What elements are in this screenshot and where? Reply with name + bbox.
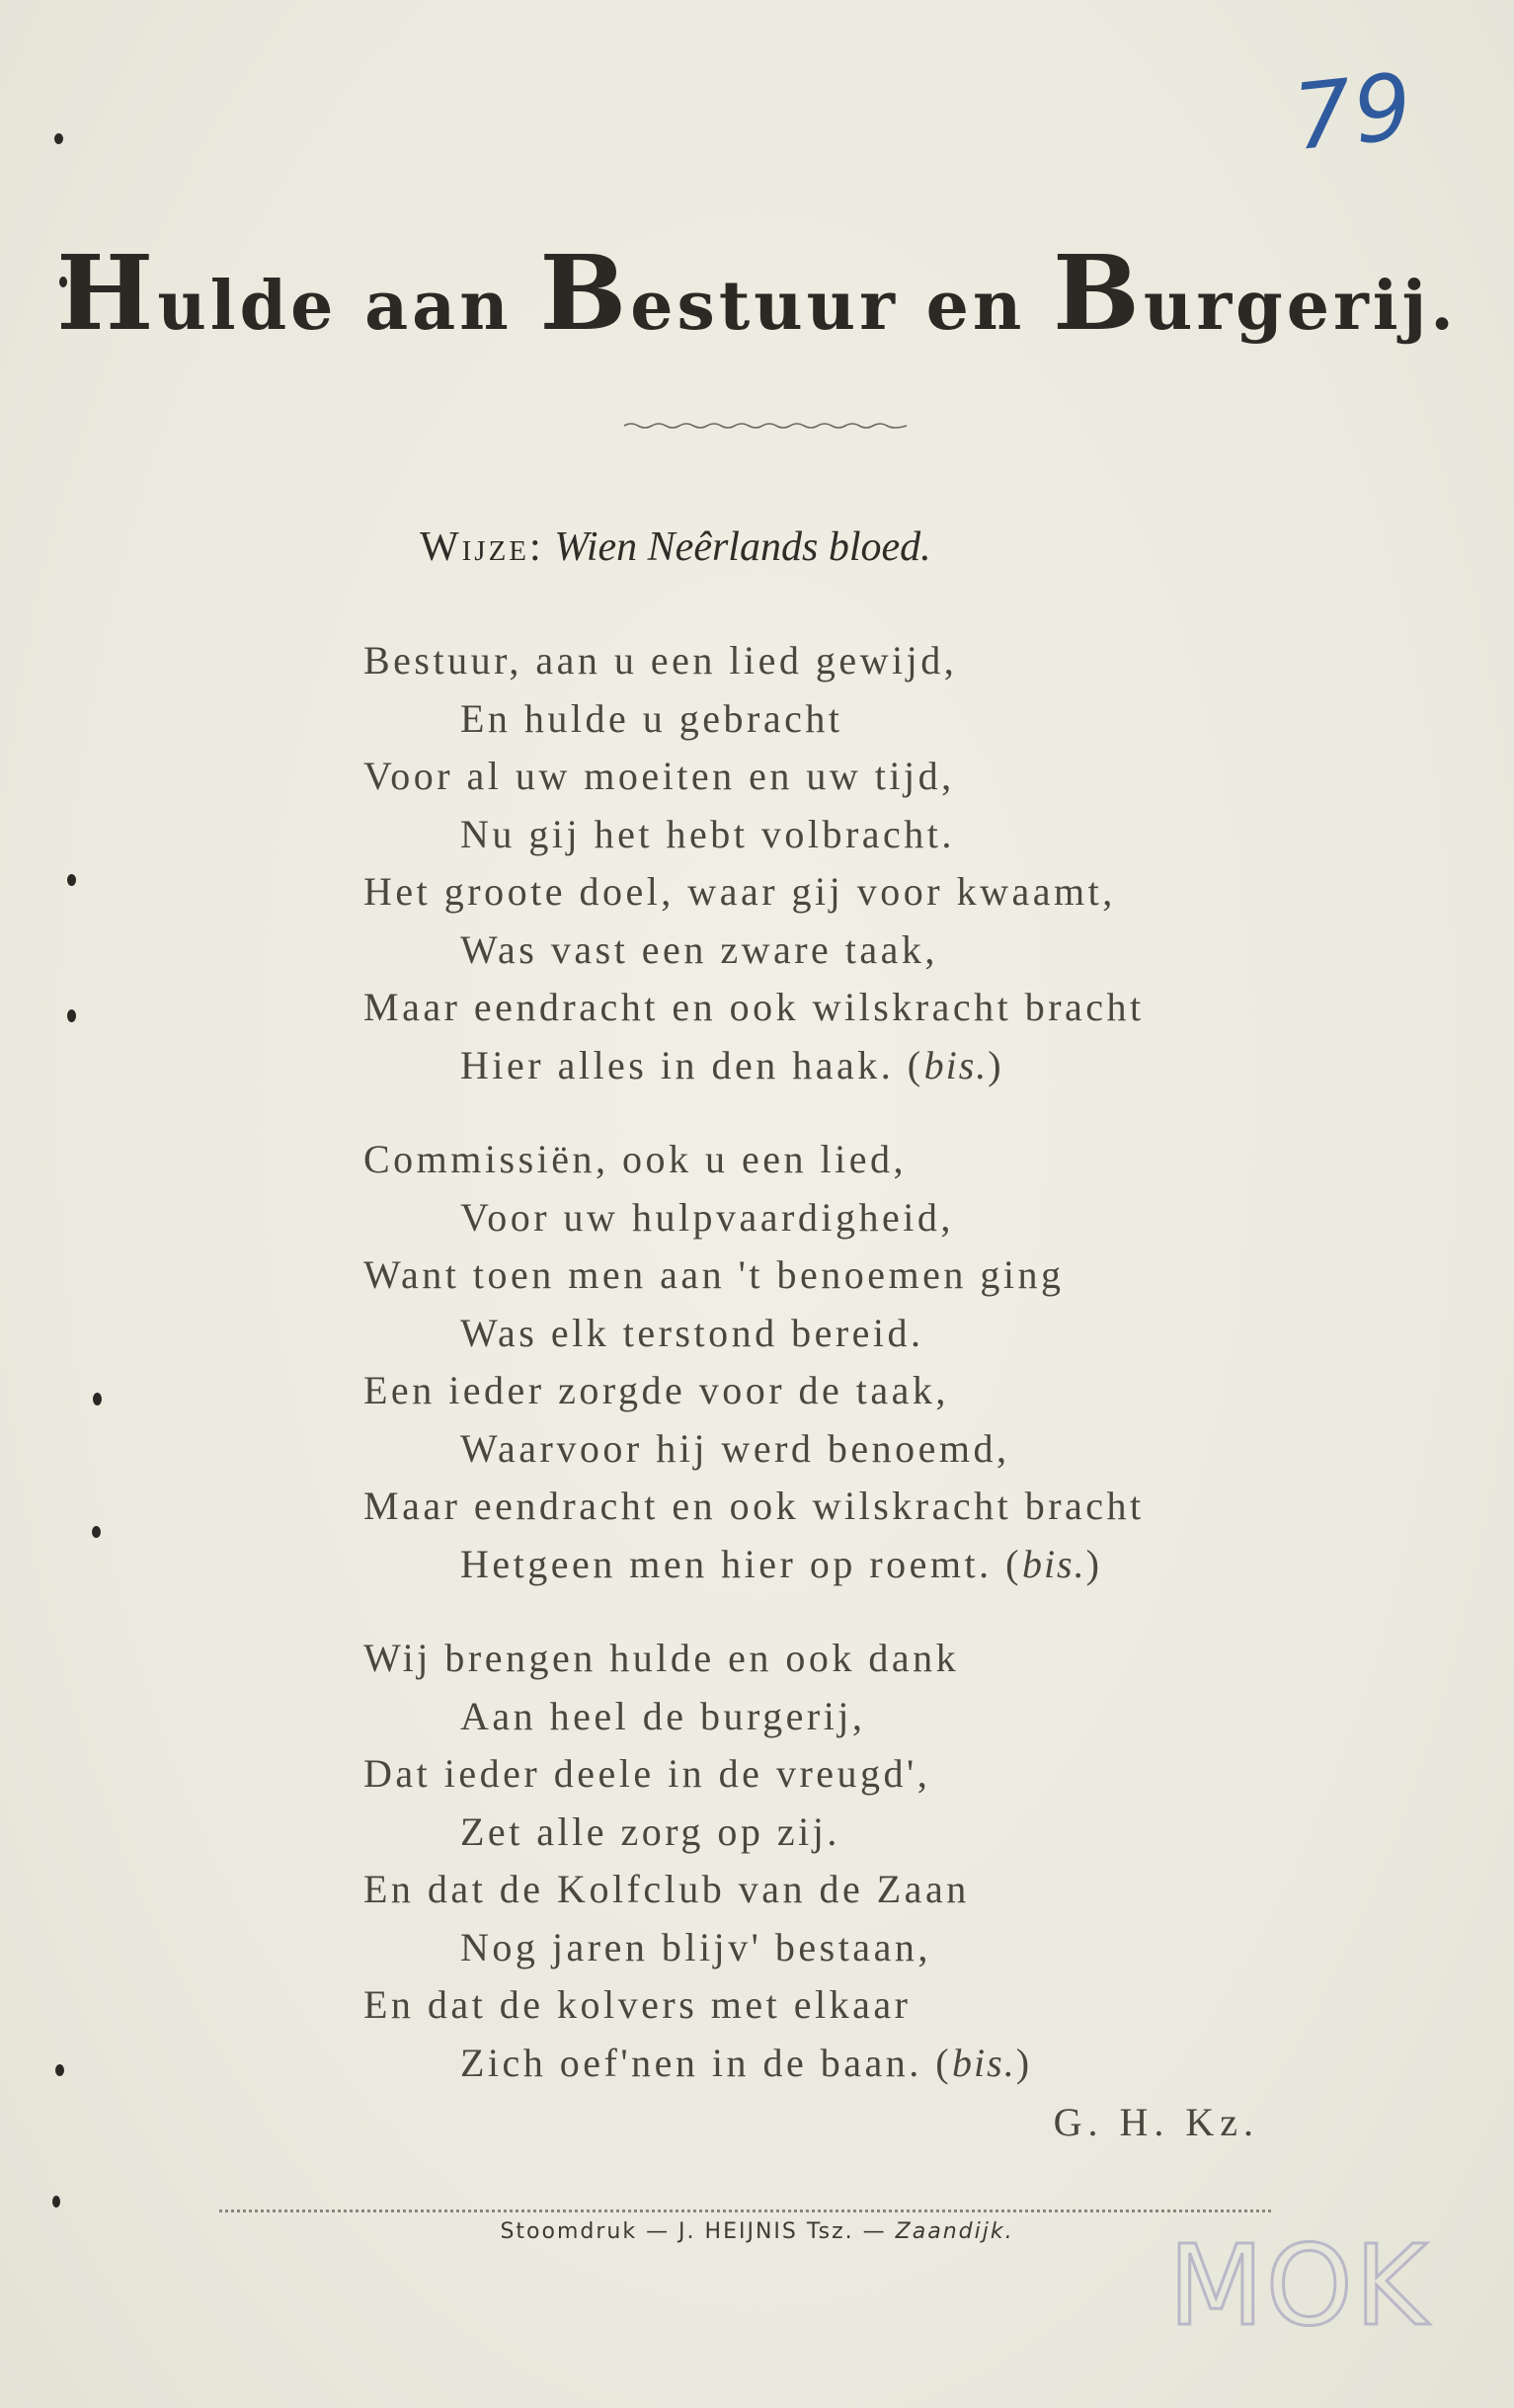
- binding-hole: [67, 1009, 76, 1022]
- imprint-text: Stoomdruk — J. HEIJNIS Tsz. —: [500, 2219, 887, 2244]
- tune-name: Wien Neêrlands bloed.: [554, 524, 931, 570]
- bis-mark: bis.: [952, 2040, 1016, 2085]
- verse-line: Hier alles in den haak. (bis.): [460, 1042, 1005, 1087]
- verse-line: Hetgeen men hier op roemt. (bis.): [460, 1541, 1103, 1586]
- verse-line: Voor al uw moeiten en uw tijd,: [363, 754, 955, 798]
- page-title: Hulde aan Bestuur en Burgerij.: [56, 232, 1458, 354]
- verse-line: Nog jaren blijv' bestaan,: [460, 1924, 931, 1969]
- tune-line: [420, 523, 931, 571]
- verse-line: Commissiën, ook u een lied,: [363, 1137, 908, 1181]
- svg-text:MOK: MOK: [1168, 2222, 1430, 2351]
- bis-mark: bis.: [923, 1042, 989, 1087]
- author-signature: G. H. Kz.: [1053, 2100, 1259, 2144]
- verse-line: Was vast een zware taak,: [460, 926, 938, 972]
- binding-hole: [54, 133, 63, 144]
- handwritten-page-number: 79: [1288, 52, 1419, 172]
- binding-hole: [52, 2196, 60, 2207]
- verse-line: Maar eendracht en ook wilskracht bracht: [363, 1484, 1145, 1528]
- verse-line: Dat ieder deele in de vreugd',: [363, 1751, 931, 1796]
- verse-line: Waarvoor hij werd benoemd,: [460, 1425, 1010, 1471]
- verse-line: Zet alle zorg op zij.: [460, 1808, 840, 1854]
- dotted-divider: [219, 2209, 1271, 2212]
- archive-stamp: [1160, 2207, 1430, 2351]
- verse-line: Nu gij het hebt volbracht.: [460, 811, 955, 856]
- imprint-place: Zaandijk.: [895, 2219, 1014, 2244]
- verse-line: Bestuur, aan u een lied gewijd,: [363, 638, 958, 682]
- binding-hole: [67, 874, 76, 886]
- verse-line: En hulde u gebracht: [460, 695, 843, 741]
- stanza-2: [363, 1131, 1145, 1593]
- stanza-1: [363, 632, 1145, 1094]
- verse-line: Voor uw hulpvaardigheid,: [460, 1194, 954, 1240]
- verse-line: En dat de Kolfclub van de Zaan: [363, 1867, 970, 1911]
- decorative-rule: [622, 420, 909, 432]
- verse-line: En dat de kolvers met elkaar: [363, 1982, 912, 2027]
- binding-hole: [93, 1393, 102, 1405]
- binding-hole: [55, 2064, 64, 2076]
- verse-line: Zich oef'nen in de baan. (bis.): [460, 2040, 1033, 2085]
- bis-mark: bis.: [1021, 1541, 1086, 1586]
- verse-line: Maar eendracht en ook wilskracht bracht: [363, 985, 1145, 1029]
- verse-line: Een ieder zorgde voor de taak,: [363, 1368, 949, 1412]
- tune-label: Wijze:: [420, 524, 544, 570]
- verse-line: Aan heel de burgerij,: [460, 1693, 866, 1738]
- verse-line: Het groote doel, waar gij voor kwaamt,: [363, 869, 1116, 914]
- binding-hole: [92, 1526, 101, 1538]
- stanza-3: [363, 1630, 1033, 2092]
- verse-line: Want toen men aan 't benoemen ging: [363, 1252, 1065, 1297]
- verse-line: Was elk terstond bereid.: [460, 1310, 924, 1355]
- verse-line: Wij brengen hulde en ook dank: [363, 1636, 960, 1680]
